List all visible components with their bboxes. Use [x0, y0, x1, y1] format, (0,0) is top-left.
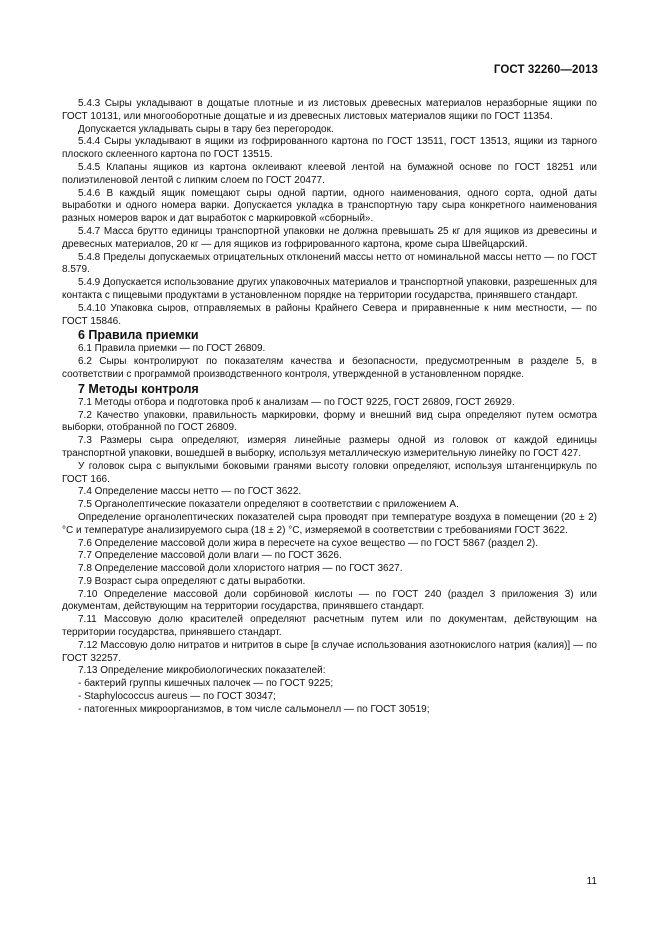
paragraph-7-2: 7.2 Качество упаковки, правильность маркировки, форму и внешний вид сыра определяют путем осмотра выборки, отобранной по ГОСТ 26809.	[62, 409, 597, 434]
paragraph-7-6: 7.6 Определение массовой доли жира в пересчете на сухое вещество — по ГОСТ 5867 (раздел 2).	[78, 537, 539, 549]
paragraph-5-4-3: 5.4.3 Сыры укладывают в дощатые плотные и из листовых древесных материалов неразборные ящики по ГОСТ 10131, или многооборотные дощатые и из древесных листовых материалов ящики по ГОСТ 11354.	[62, 98, 597, 122]
section-7-heading: 7 Методы контроля	[78, 381, 199, 396]
paragraph-7-10: 7.10 Определение массовой доли сорбиновой кислоты — по ГОСТ 240 (раздел 3 приложения 3) или документам, действующим на территории государства, принявшего стандарт.	[62, 588, 597, 613]
paragraph-5-4-10: 5.4.10 Упаковка сыров, отправляемых в районы Крайнего Севера и приравненные к ним местности, — по ГОСТ 15846.	[62, 302, 597, 327]
paragraph-5-4-4: 5.4.4 Сыры укладывают в ящики из гофрированного картона по ГОСТ 13511, ГОСТ 13513, ящики из тарного плоского склеенного картона по ГОСТ 13515.	[62, 136, 597, 161]
paragraph-7-9: 7.9 Возраст сыра определяют с даты выработки.	[78, 575, 306, 587]
paragraph-7-1: 7.1 Методы отбора и подготовка проб к анализам — по ГОСТ 9225, ГОСТ 26809, ГОСТ 26929.	[78, 396, 515, 408]
paragraph-6-1: 6.1 Правила приемки — по ГОСТ 26809.	[78, 343, 266, 355]
paragraph-5-4-9: 5.4.9 Допускается использование других упаковочных материалов и транспортной упаковки, разрешенных для контакта с пищевыми продуктами в установленном порядке на территории государства, принявшего стандарт.	[62, 277, 597, 301]
paragraph-5-4-6: 5.4.6 В каждый ящик помещают сыры одной партии, одного наименования, одного сорта, одной даты выработки и одного номера варки. Допускается укладка в транспортную тару сыра конкретного наименования разных номеров варок и дат выработок с маркировкой «сборный».	[62, 187, 597, 225]
paragraph-7-4: 7.4 Определение массы нетто — по ГОСТ 3622.	[78, 486, 302, 498]
list-item-staphylococcus: - Staphylococcus aureus — по ГОСТ 30347;	[78, 691, 276, 703]
page-number: 11	[586, 876, 597, 887]
paragraph-7-3-caliper: У головок сыра с выпуклыми боковыми гранями высоту головки определяют, используя штангенциркуль по ГОСТ 166.	[62, 460, 597, 485]
paragraph-7-3: 7.3 Размеры сыра определяют, измеряя линейные размеры одной из головок от каждой единицы транспортной упаковки, вошедшей в выборку, используя металлическую измерительную линейку по ГОСТ 427.	[62, 435, 597, 459]
paragraph-5-4-8: 5.4.8 Пределы допускаемых отрицательных отклонений массы нетто от номинальной массы нетто — по ГОСТ 8.579.	[62, 251, 597, 276]
paragraph-7-11: 7.11 Массовую долю красителей определяют расчетным путем или по документам, действующим на территории государства, принявшего стандарт.	[62, 614, 597, 639]
paragraph-5-4-5: 5.4.5 Клапаны ящиков из картона оклеивают клеевой лентой на бумажной основе по ГОСТ 18251 или полиэтиленовой лентой с липким слоем по ГОСТ 20477.	[62, 161, 597, 186]
paragraph-7-5: 7.5 Органолептические показатели определяют в соответствии с приложением А.	[78, 499, 459, 511]
page-content	[62, 98, 597, 717]
list-item-coliform: - бактерий группы кишечных палочек — по ГОСТ 9225;	[78, 678, 334, 690]
paragraph-5-4-7: 5.4.7 Масса брутто единицы транспортной упаковки не должна превышать 25 кг для ящиков из древесины и древесных материалов, 20 кг — для ящиков из гофрированного картона, кроме сыра Швейцарский.	[62, 225, 597, 250]
paragraph-7-5-conditions: Определение органолептических показателей сыра проводят при температуре воздуха в помещении (20 ± 2) °С и температуре анализируемого сыра (18 ± 2) °С, измеряемой в соответствии с требованиями ГОСТ 3622.	[62, 511, 597, 536]
document-id-header: ГОСТ 32260—2013	[493, 64, 598, 76]
paragraph-6-2: 6.2 Сыры контролируют по показателям качества и безопасности, предусмотренным в разделе 5, в соответствии с программой производственного контроля, утвержденной в установленном порядке.	[62, 356, 597, 380]
paragraph-7-12: 7.12 Массовую долю нитратов и нитритов в сыре [в случае использования азотнокислого натрия (калия)] — по ГОСТ 32257.	[62, 639, 597, 664]
paragraph-7-8: 7.8 Определение массовой доли хлористого натрия — по ГОСТ 3627.	[78, 563, 403, 575]
list-item-pathogens: - патогенных микроорганизмов, в том числе сальмонелл — по ГОСТ 30519;	[78, 703, 430, 715]
paragraph-7-13: 7.13 Определение микробиологических показателей:	[78, 665, 326, 677]
section-6-heading: 6 Правила приемки	[78, 328, 199, 343]
paragraph-7-7: 7.7 Определение массовой доли влаги — по ГОСТ 3626.	[78, 550, 342, 562]
paragraph-note-no-partitions: Допускается укладывать сыры в тару без перегородок.	[78, 123, 334, 135]
